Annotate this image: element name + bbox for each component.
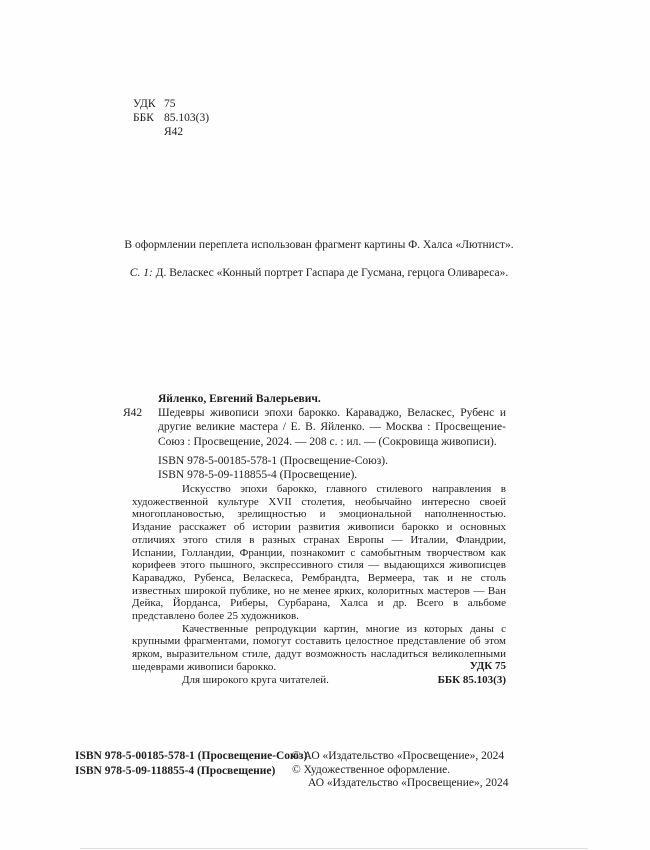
isbn-line: ISBN 978-5-09-118855-4 (Просвещение). xyxy=(158,469,358,482)
isbn-line: ISBN 978-5-00185-578-1 (Просвещение-Союз). xyxy=(158,454,388,467)
annotation-block xyxy=(132,483,506,686)
footer-isbn-column xyxy=(75,749,307,778)
udk-value: 75 xyxy=(164,98,176,110)
udk-row xyxy=(133,97,209,111)
bbk-label: ББК xyxy=(133,112,154,124)
bbk-row xyxy=(133,111,209,125)
bibliographic-record xyxy=(123,392,506,482)
author-heading: Яйленко, Евгений Валерьевич. xyxy=(158,393,321,405)
author-sign-top: Я42 xyxy=(164,126,184,138)
copyright-line: АО «Издательство «Просвещение», 2024 xyxy=(308,777,509,789)
udk-label: УДК xyxy=(133,98,156,110)
annotation-paragraph: Искусство эпохи барокко, главного стилевого направления в художественной культуре XVII столетия, необычайно интересно своей многоплановостью, зрелищностью и эмоциональной наполненностью. Издание расскажет об истории развития живописи барокко и основных отличиях этого стиля в разных странах Европы — Италии, Фландрии, Испании, Голландии, Франции, познакомит с самобытным творчеством как корифеев этого пышного, экспрессивного стиля — выдающихся живописцев Караваджо, Рубенса, Веласкеса, Рембрандта, Вермеера, так и не столь известных широкой публике, но не менее ярких, колоритных мастеров — Ван Дейка, Йорданса, Риберы, Сурбарана, Халса и др. Всего в альбоме представлено более 25 художников. xyxy=(132,483,506,623)
footer-isbn-line: ISBN 978-5-09-118855-4 (Просвещение) xyxy=(75,764,276,777)
classification-top-block xyxy=(133,97,209,139)
frontispiece-text: Д. Веласкес «Конный портрет Гаспара де Гусмана, герцога Оливареса». xyxy=(152,267,509,279)
bbk-bottom-value: ББК 85.103(3) xyxy=(437,673,506,686)
author-sign-row xyxy=(133,125,209,139)
copyright-line: © АО «Издательство «Просвещение», 2024 xyxy=(292,750,505,762)
annotation-audience-note: Для широкого круга читателей. xyxy=(182,673,329,686)
udk-bottom-value: УДК 75 xyxy=(469,660,506,672)
annotation-paragraph: Качественные репродукции картин, многие из которых даны с крупными фрагментами, помогут составить целостное представление об этом ярком, выразительном стиле, дадут возможность насладиться великолепными шедеврами живописи барокко. xyxy=(132,622,506,673)
cover-design-note: В оформлении переплета использован фрагмент картины Ф. Халса «Лютнист». xyxy=(124,239,514,251)
isbn-block xyxy=(158,454,506,482)
bbk-value: 85.103(3) xyxy=(164,112,210,124)
footer-copyright-column xyxy=(292,750,508,791)
copyright-line: © Художественное оформление. xyxy=(292,763,451,776)
author-sign-margin: Я42 xyxy=(123,407,143,419)
classification-bottom-block xyxy=(438,660,506,687)
bibliographic-description: Шедевры живописи эпохи барокко. Караваджо, Веласкес, Рубенс и другие великие мастера / Е. В. Яйленко. — Москва : Просвещение-Союз : Просвещение, 2024. — 208 с. : ил. — (Сокровища живописи). xyxy=(158,407,506,448)
page-bottom-edge-shadow xyxy=(80,848,588,849)
frontispiece-page-ref: С. 1: xyxy=(129,267,153,279)
footer-isbn-line: ISBN 978-5-00185-578-1 (Просвещение-Союз) xyxy=(75,750,308,762)
frontispiece-note xyxy=(0,266,638,280)
